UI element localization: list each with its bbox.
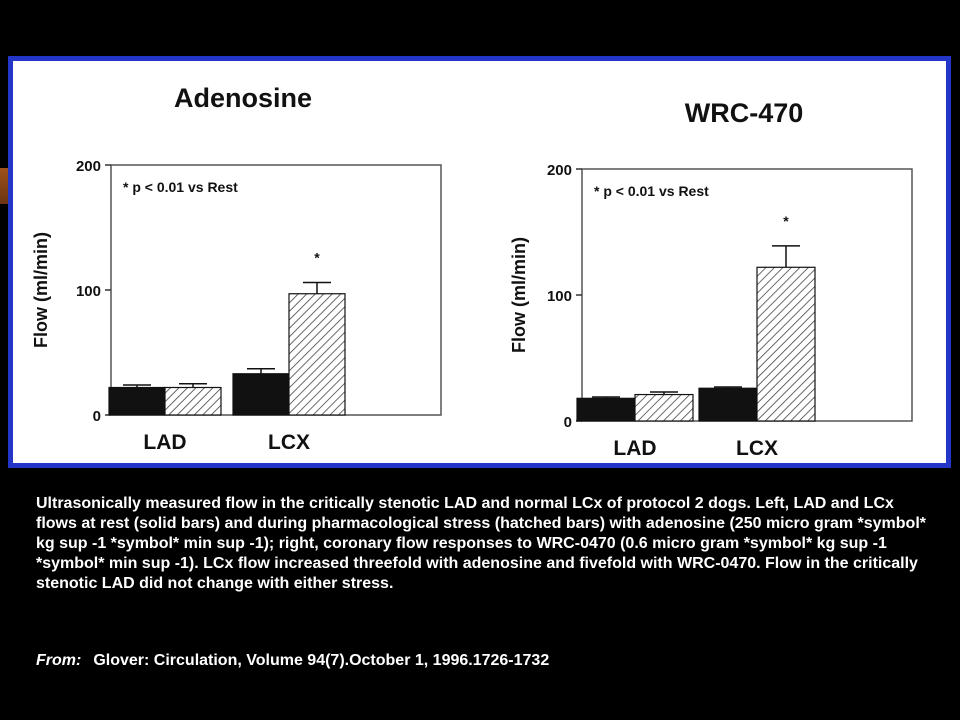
chart-title: WRC-470 bbox=[684, 98, 804, 128]
y-tick-label: 0 bbox=[92, 408, 101, 425]
y-tick-label: 100 bbox=[546, 288, 572, 305]
significance-note: * p < 0.01 vs Rest bbox=[123, 179, 238, 195]
significance-star: * bbox=[314, 249, 320, 266]
y-axis-label: Flow (ml/min) bbox=[31, 232, 51, 348]
rest-bar-lad bbox=[109, 388, 165, 416]
stress-bar-lcx bbox=[289, 294, 345, 415]
chart-title: Adenosine bbox=[173, 83, 313, 113]
significance-note: * p < 0.01 vs Rest bbox=[594, 183, 709, 199]
rest-bar-lcx bbox=[233, 374, 289, 415]
source-citation: Glover: Circulation, Volume 94(7).October 1, 1996.1726-1732 bbox=[93, 652, 550, 669]
figure-panel bbox=[13, 61, 946, 463]
stress-bar-lad bbox=[165, 388, 221, 416]
figure-frame bbox=[8, 56, 951, 468]
x-category-label: LAD bbox=[143, 431, 187, 454]
chart-figure bbox=[13, 61, 946, 463]
chart-panel-1 bbox=[31, 83, 441, 454]
y-tick-label: 200 bbox=[75, 158, 101, 175]
stress-bar-lad bbox=[635, 395, 693, 421]
x-category-label: LCX bbox=[736, 437, 778, 460]
y-tick-label: 100 bbox=[75, 283, 101, 300]
plot-frame bbox=[582, 169, 912, 421]
y-tick-label: 200 bbox=[546, 162, 572, 179]
source-label: From: bbox=[36, 652, 82, 669]
rest-bar-lcx bbox=[699, 388, 757, 421]
significance-star: * bbox=[783, 212, 789, 229]
stress-bar-lcx bbox=[757, 267, 815, 421]
chart-panel-2 bbox=[509, 98, 912, 460]
y-axis-label: Flow (ml/min) bbox=[509, 237, 529, 353]
figure-caption: Ultrasonically measured flow in the critically stenotic LAD and normal LCx of protocol 2 dogs. Left, LAD and LCx flows at rest (solid bars) and during pharmacological stress (hatched bars) with adenosine (250 micro gram *symbol* kg sup -1 *symbol* min sup -1); right, coronary flow responses to WRC-0470 (0.6 micro gram *symbol* kg sup -1 *symbol* min sup -1). LCx flow increased threefold with adenosine and fivefold with WRC-0470. Flow in the critically stenotic LAD did not change with either stress. bbox=[36, 495, 926, 592]
x-category-label: LCX bbox=[268, 431, 310, 454]
caption-source bbox=[36, 652, 936, 670]
rest-bar-lad bbox=[577, 398, 635, 421]
x-category-label: LAD bbox=[613, 437, 657, 460]
y-tick-label: 0 bbox=[563, 414, 572, 431]
